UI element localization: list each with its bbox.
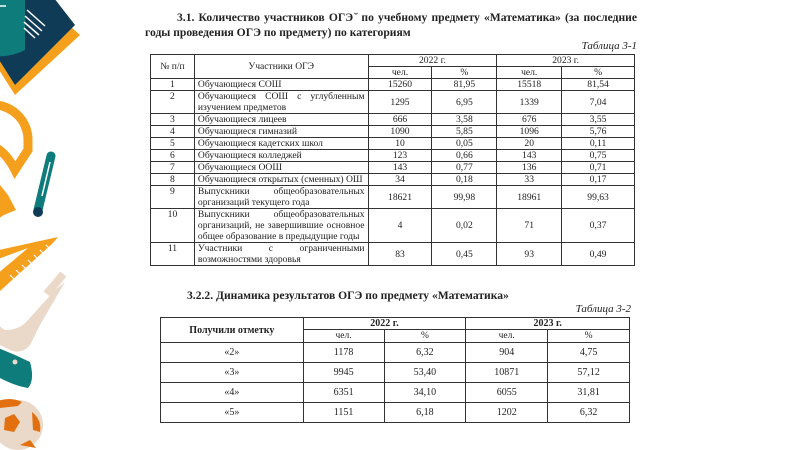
table-3-2-results	[160, 317, 630, 423]
grade-label: «3»	[161, 363, 304, 383]
percent-2022: 6,18	[384, 403, 466, 423]
percent-2023: 0,75	[562, 150, 635, 162]
row-num: 11	[151, 243, 195, 266]
percent-2023: 57,12	[548, 363, 630, 383]
people-2023: 93	[497, 243, 562, 266]
people-2022: 143	[368, 162, 432, 174]
percent-2022: 81,95	[432, 79, 497, 91]
people-2023: 136	[497, 162, 562, 174]
header-num: № п/п	[151, 55, 195, 79]
row-num: 8	[151, 174, 195, 186]
people-2022: 18621	[368, 186, 432, 209]
header-year-2023: 2023 г.	[466, 318, 630, 330]
table-row	[151, 126, 635, 138]
decorative-school-illustrations	[0, 0, 140, 450]
percent-2023: 0,11	[562, 138, 635, 150]
percent-2022: 5,85	[432, 126, 497, 138]
percent-2023: 0,17	[562, 174, 635, 186]
percent-2023: 6,32	[548, 403, 630, 423]
table-header-row	[161, 318, 630, 330]
subheader-people-2023: чел.	[466, 330, 548, 343]
table-row	[161, 403, 630, 423]
row-num: 3	[151, 114, 195, 126]
percent-2023: 7,04	[562, 91, 635, 114]
header-participants: Участники ОГЭ	[194, 55, 368, 79]
grade-label: «5»	[161, 403, 304, 423]
people-2022: 6351	[303, 383, 384, 403]
people-2023: 143	[497, 150, 562, 162]
table-3-1-participants	[150, 54, 635, 266]
people-2023: 904	[466, 343, 548, 363]
row-num: 5	[151, 138, 195, 150]
row-num: 7	[151, 162, 195, 174]
people-2022: 4	[368, 209, 432, 243]
people-2022: 15260	[368, 79, 432, 91]
people-2023: 1339	[497, 91, 562, 114]
people-2022: 1151	[303, 403, 384, 423]
row-label: Обучающиеся лицеев	[194, 114, 368, 126]
row-num: 6	[151, 150, 195, 162]
table-row	[151, 114, 635, 126]
people-2022: 34	[368, 174, 432, 186]
people-2023: 33	[497, 174, 562, 186]
percent-2022: 3,58	[432, 114, 497, 126]
people-2022: 1295	[368, 91, 432, 114]
percent-2022: 6,95	[432, 91, 497, 114]
subheader-people-2022: чел.	[303, 330, 384, 343]
row-label: Обучающиеся ООШ	[194, 162, 368, 174]
header-grade: Получили отметку	[161, 318, 304, 343]
people-2022: 666	[368, 114, 432, 126]
table-row	[151, 79, 635, 91]
row-label: Обучающиеся открытых (сменных) ОШ	[194, 174, 368, 186]
table-row	[151, 138, 635, 150]
table-3-1-caption: Таблица 3-1	[581, 40, 637, 52]
row-num: 10	[151, 209, 195, 243]
people-2023: 676	[497, 114, 562, 126]
percent-2023: 81,54	[562, 79, 635, 91]
table-row	[151, 150, 635, 162]
table-row	[151, 243, 635, 266]
percent-2023: 3,55	[562, 114, 635, 126]
table-row	[161, 363, 630, 383]
table-row	[151, 186, 635, 209]
percent-2023: 31,81	[548, 383, 630, 403]
percent-2022: 6,32	[384, 343, 466, 363]
table-header-row	[151, 55, 635, 67]
percent-2022: 0,77	[432, 162, 497, 174]
people-2022: 123	[368, 150, 432, 162]
row-label: Обучающиеся кадетских школ	[194, 138, 368, 150]
row-label: Участники с ограниченными возможностями здоровья	[194, 243, 368, 266]
percent-2023: 0,71	[562, 162, 635, 174]
table-row	[151, 91, 635, 114]
percent-2022: 99,98	[432, 186, 497, 209]
header-year-2022: 2022 г.	[303, 318, 466, 330]
row-label: Обучающиеся СОШ	[194, 79, 368, 91]
table-row	[161, 343, 630, 363]
subheader-percent-2023: %	[562, 67, 635, 79]
school-supplies-icon	[0, 0, 140, 450]
percent-2022: 0,02	[432, 209, 497, 243]
subheader-people-2023: чел.	[497, 67, 562, 79]
people-2023: 10871	[466, 363, 548, 383]
people-2022: 1178	[303, 343, 384, 363]
row-label: Обучающиеся СОШ с углубленным изучением предметов	[194, 91, 368, 114]
row-num: 2	[151, 91, 195, 114]
percent-2022: 0,66	[432, 150, 497, 162]
table-row	[151, 162, 635, 174]
header-year-2022: 2022 г.	[368, 55, 497, 67]
row-num: 1	[151, 79, 195, 91]
people-2023: 71	[497, 209, 562, 243]
percent-2022: 34,10	[384, 383, 466, 403]
row-label: Выпускники общеобразовательных организаций текущего года	[194, 186, 368, 209]
row-num: 4	[151, 126, 195, 138]
subheader-percent-2022: %	[384, 330, 466, 343]
row-label: Обучающиеся колледжей	[194, 150, 368, 162]
row-label: Обучающиеся гимназий	[194, 126, 368, 138]
people-2022: 83	[368, 243, 432, 266]
section-3-1-heading	[145, 11, 637, 40]
table-row	[161, 383, 630, 403]
people-2023: 20	[497, 138, 562, 150]
people-2023: 1096	[497, 126, 562, 138]
table-row	[151, 209, 635, 243]
row-num: 9	[151, 186, 195, 209]
section-3-2-2-heading: 3.2.2. Динамика результатов ОГЭ по предмету «Математика»	[187, 289, 509, 302]
percent-2022: 53,40	[384, 363, 466, 383]
table-3-2-caption: Таблица 3-2	[575, 303, 631, 315]
subheader-people-2022: чел.	[368, 67, 432, 79]
people-2022: 9945	[303, 363, 384, 383]
people-2023: 18961	[497, 186, 562, 209]
grade-label: «4»	[161, 383, 304, 403]
header-year-2023: 2023 г.	[497, 55, 635, 67]
people-2022: 1090	[368, 126, 432, 138]
people-2023: 1202	[466, 403, 548, 423]
row-label: Выпускники общеобразовательных организаций, не завершившие основное общее образование в предыдущие годы	[194, 209, 368, 243]
percent-2022: 0,18	[432, 174, 497, 186]
percent-2022: 0,45	[432, 243, 497, 266]
section-3-1-heading-text: 3.1. Количество участников ОГЭ ̆ по учебному предмету «Математика» (за последние годы проведения ОГЭ по предмету) по категориям	[145, 11, 637, 39]
table-row	[151, 174, 635, 186]
people-2022: 10	[368, 138, 432, 150]
people-2023: 15518	[497, 79, 562, 91]
percent-2023: 5,76	[562, 126, 635, 138]
percent-2023: 0,37	[562, 209, 635, 243]
subheader-percent-2023: %	[548, 330, 630, 343]
percent-2023: 4,75	[548, 343, 630, 363]
subheader-percent-2022: %	[432, 67, 497, 79]
grade-label: «2»	[161, 343, 304, 363]
percent-2023: 0,49	[562, 243, 635, 266]
document-page	[145, 0, 645, 450]
percent-2022: 0,05	[432, 138, 497, 150]
people-2023: 6055	[466, 383, 548, 403]
percent-2023: 99,63	[562, 186, 635, 209]
